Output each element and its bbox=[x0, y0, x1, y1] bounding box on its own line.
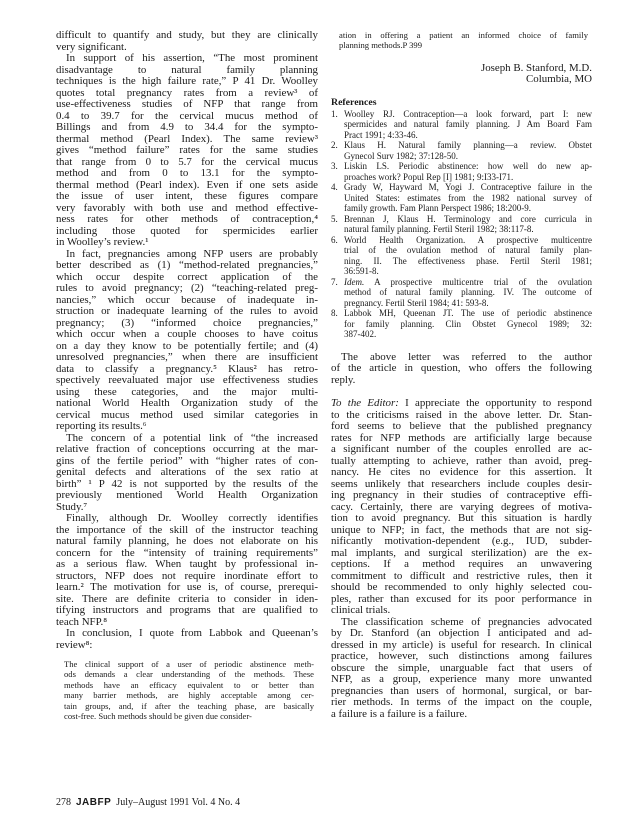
text-line: that range from 0 to 5.7 for the cervical mucus bbox=[56, 156, 318, 168]
text-line: genital defects and alterations of the sex ratio at bbox=[56, 467, 318, 478]
para-reply-1 bbox=[331, 398, 592, 617]
text-line: unique to NFP; in fact, the methods that are not sig- bbox=[331, 524, 592, 536]
text-line: previously mentioned World Health Organization bbox=[56, 490, 318, 501]
reference-line: natural family planning. Fertil Steril 1982; 38:117-8. bbox=[344, 224, 534, 235]
text-line: practice, however, such distinctions among failures bbox=[331, 651, 592, 663]
para-conclusion bbox=[56, 628, 318, 651]
reference-text bbox=[344, 277, 592, 309]
text-line: in Woolley’s review.¹ bbox=[56, 237, 149, 248]
text-line: using these categories, and the major multi- bbox=[56, 386, 318, 398]
reference-text bbox=[344, 308, 592, 340]
reference-text bbox=[344, 182, 592, 214]
reference-item bbox=[331, 140, 592, 161]
text-line: spectively reevaluated major use effectiveness studies bbox=[56, 375, 318, 386]
para-support bbox=[56, 53, 318, 249]
reference-line: method of natural family planning. IV. The outcome of bbox=[344, 287, 592, 298]
text-line: obscure the simple, unarguable fact that users of bbox=[331, 662, 592, 674]
block-quote bbox=[56, 659, 318, 721]
reference-item bbox=[331, 235, 592, 277]
text-line: a failure is a failure is a failure. bbox=[331, 708, 468, 720]
text-line: cost-free. Such methods should be given due consider- bbox=[64, 710, 252, 721]
reference-line: Idem. A prospective multicentre trial of the ovulation bbox=[344, 276, 592, 287]
text-line: nancy. He cites no evidence for this assertion. It bbox=[331, 467, 592, 479]
text-line: relative fraction of conceptions occurring at the mar- bbox=[56, 444, 318, 455]
reference-text bbox=[344, 235, 592, 277]
reference-number: 6. bbox=[331, 234, 338, 245]
text-line: planning methods.P 399 bbox=[339, 40, 422, 51]
text-line: ods demands a clear understanding of the methods. These bbox=[64, 669, 314, 680]
text-line: rates for NFP methods are artificially large because bbox=[331, 432, 592, 444]
reference-line: Liskin LS. Periodic abstinence: how well do new ap- bbox=[344, 161, 592, 172]
text-line: natural family planning, he does not elaborate on his bbox=[56, 536, 318, 547]
text-line: tion to avoid pregnancy. But this situation is hardly bbox=[331, 513, 592, 525]
text-line: ples, rather than excused for its poor performance in bbox=[331, 593, 592, 605]
text-line: To the Editor: I appreciate the opportunity to respond bbox=[331, 398, 592, 410]
text-line: tifying instructors and programs that are qualified to bbox=[56, 605, 318, 616]
text-line: Billings and from 4.9 to 34.4 for the sympto- bbox=[56, 122, 318, 133]
text-line: ness rates for other methods of contraception,⁴ bbox=[56, 214, 318, 225]
reference-line: Gynecol Surv 1982; 37:128-50. bbox=[344, 150, 458, 161]
text-line: ation in offering a patient an informed choice of family bbox=[339, 30, 588, 40]
references-heading: References bbox=[331, 96, 377, 108]
reference-line: Labbok MH, Queenan JT. The use of periodic abstinence bbox=[344, 308, 592, 319]
reference-item bbox=[331, 214, 592, 235]
text-line: tually attempting to achieve, rather than avoid, preg- bbox=[331, 455, 592, 467]
text-line: method and from 0 to 13.1 for the sympto- bbox=[56, 168, 318, 179]
text-line: which occur when a couple chooses to have coitus bbox=[56, 329, 318, 340]
reference-number: 7. bbox=[331, 276, 338, 287]
reference-item bbox=[331, 109, 592, 141]
text-line: use-effectiveness studies of NFP that range from bbox=[56, 99, 318, 110]
text-line: thermal method (Pearl index). Even if one sets aside bbox=[56, 179, 318, 191]
text-line: In conclusion, I quote from Labbok and Queenan’s bbox=[66, 628, 318, 639]
para-reply-2 bbox=[331, 617, 592, 721]
reference-number: 5. bbox=[331, 213, 338, 224]
text-line: The clinical support of a user of periodic abstinence meth- bbox=[64, 659, 314, 669]
text-line: techniques is the high failure rate,” P 41 Dr. Woolley bbox=[56, 76, 318, 87]
text-line: cervical mucus method used similar categories in bbox=[56, 409, 318, 421]
reference-number: 1. bbox=[331, 108, 338, 119]
text-line: nificantly motivation-dependent (e.g., IUD, subder- bbox=[331, 536, 592, 548]
signature-name: Joseph B. Stanford, M.D. bbox=[480, 62, 592, 74]
reference-line: family growth. Fam Plann Perspect 1986; 18:200-9. bbox=[344, 203, 531, 214]
text-line: struction or inadequate learning of the rules to avoid bbox=[56, 306, 318, 317]
page-footer bbox=[56, 797, 316, 809]
reference-line: spermicides and natural family planning. J Am Board Fam bbox=[344, 119, 592, 130]
text-line: of the article in question, who offers the following bbox=[331, 363, 592, 375]
reference-number: 2. bbox=[331, 140, 338, 151]
reference-item bbox=[331, 277, 592, 309]
para-conceptions bbox=[56, 433, 318, 514]
reference-text bbox=[344, 161, 592, 182]
text-line: pregnancies than users of hormonal, surgical, or bar- bbox=[331, 685, 592, 697]
text-line: Study.⁷ bbox=[56, 501, 88, 513]
text-line: gives “method failure” rates for the same studies bbox=[56, 145, 318, 156]
text-line: data to classify a pregnancy.⁵ Klaus² has retro- bbox=[56, 363, 318, 375]
reference-line: for family planning. Clin Obstet Gynecol 1989; 32: bbox=[344, 318, 592, 329]
reference-item bbox=[331, 308, 592, 340]
text-line: The classification scheme of pregnancies advocated bbox=[341, 616, 592, 628]
para-pregnancy-categories bbox=[56, 249, 318, 433]
text-line: quotes total pregnancy rates from a review³ of bbox=[56, 87, 318, 99]
reference-line: proaches work? Popul Rep [I] 1981; 9:I33-I71. bbox=[344, 171, 514, 182]
references-list bbox=[331, 109, 592, 340]
text-line: The concern of a potential link of “the increased bbox=[66, 432, 318, 444]
text-line: very significant. bbox=[56, 41, 127, 53]
reference-line: ning. II. The effectiveness phase. Fertil Steril 1981; bbox=[344, 255, 592, 266]
reference-item bbox=[331, 182, 592, 214]
reference-item bbox=[331, 161, 592, 182]
text-line: The above letter was referred to the author bbox=[341, 351, 592, 363]
reference-line: pregnancy. Fertil Steril 1984; 41: 593-8. bbox=[344, 297, 489, 308]
text-line: In fact, pregnancies among NFP users are probably bbox=[66, 248, 318, 260]
text-line: cacy. Certainly, there are varying degrees of motiva- bbox=[331, 501, 592, 513]
signature bbox=[331, 63, 592, 86]
reference-line: 36:591-8. bbox=[344, 266, 379, 277]
text-line: reply. bbox=[331, 374, 356, 386]
text-line: by Dr. Stanford (an objection I anticipated and ad- bbox=[331, 628, 592, 640]
para-continued bbox=[56, 30, 318, 53]
text-line: the importance of the skill of the instructor teaching bbox=[56, 524, 318, 536]
reference-number: 8. bbox=[331, 308, 338, 319]
reference-line: United States: estimates from the 1982 national survey of bbox=[344, 192, 592, 203]
block-quote-continued bbox=[331, 30, 592, 51]
text-line: In support of his assertion, “The most prominent bbox=[66, 53, 318, 64]
text-line: national World Health Organization study of the bbox=[56, 398, 318, 409]
reference-line: Brennan J, Klaus H. Terminology and core curricula in bbox=[344, 213, 592, 224]
reference-text bbox=[344, 109, 592, 141]
text-line: many barrier methods, are highly acceptable among cer- bbox=[64, 690, 314, 701]
text-line: 0.4 to 39.7 for the cervical mucus method of bbox=[56, 110, 318, 122]
text-line: to the criticisms raised in the above letter. Dr. Stan- bbox=[331, 409, 592, 421]
text-line: very favorably with both use and method effective- bbox=[56, 202, 318, 214]
reference-line: Woolley RJ. Contraception—a look forward, part I: new bbox=[344, 108, 592, 119]
right-column bbox=[331, 0, 592, 720]
text-line: should be recommended to only highly selected cou- bbox=[331, 582, 592, 594]
text-line: a significant number of the couples enrolled are ac- bbox=[331, 444, 592, 456]
reference-line: Klaus H. Natural family planning—a review. Obstet bbox=[344, 140, 592, 151]
text-line: mal implants, and surgical sterilization) are the ex- bbox=[331, 547, 592, 559]
text-line: birth” ¹ P 42 is not supported by the results of the bbox=[56, 478, 318, 490]
text-line: site. There are definite criteria to consider in iden- bbox=[56, 593, 318, 605]
text-line: dressed in my article) is useful for research. In clinical bbox=[331, 639, 592, 651]
text-line: learn.² The motivation for use is, of course, prerequi- bbox=[56, 582, 318, 593]
reference-text bbox=[344, 140, 592, 161]
text-line: clinical trials. bbox=[331, 605, 391, 617]
text-line: thermal method (Pearl Index). The same review³ bbox=[56, 133, 318, 145]
left-column bbox=[56, 0, 318, 721]
journal-name: JABFP bbox=[76, 797, 112, 808]
text-line: reporting its results.⁶ bbox=[56, 421, 147, 432]
text-line: difficult to quantify and study, but they are clinically bbox=[56, 30, 318, 41]
reference-line: trial of the ovulation method of natural family plan- bbox=[344, 245, 592, 256]
text-line: methods have an efficacy equivalent to or better than bbox=[64, 679, 314, 690]
text-line: commitment to difficult and restrictive rules, then it bbox=[331, 570, 592, 582]
text-line: gins of the fertile period” with “higher rates of con- bbox=[56, 455, 318, 467]
para-instructor bbox=[56, 513, 318, 628]
reference-number: 4. bbox=[331, 182, 338, 193]
text-line: rules to avoid pregnancy; (2) “teaching-related preg- bbox=[56, 283, 318, 294]
text-line: seems unlikely that researchers include couples desir- bbox=[331, 478, 592, 490]
text-line: Finally, although Dr. Woolley correctly identifies bbox=[66, 513, 318, 524]
text-line: teach NFP.⁸ bbox=[56, 616, 107, 628]
text-line: disadvantage to natural family planning bbox=[56, 64, 318, 76]
text-line: tain groups, and, if after the teaching phase, are basically bbox=[64, 700, 314, 711]
signature-place: Columbia, MO bbox=[526, 74, 592, 86]
text-line: structors, NFP does not require inordinate effort to bbox=[56, 570, 318, 582]
text-line: review⁸: bbox=[56, 639, 93, 651]
text-line: which occur despite correct application of the bbox=[56, 271, 318, 283]
text-line: nancies,” which occur because of inadequate in- bbox=[56, 294, 318, 306]
text-line: including those quoted for spermicides earlier bbox=[56, 225, 318, 237]
text-line: on a day they know to be potentially fertile; and (4) bbox=[56, 340, 318, 352]
reference-line: Grady W, Hayward M, Yogi J. Contraceptive failure in the bbox=[344, 182, 592, 193]
text-line: NFP, as a group, experience many more unwanted bbox=[331, 674, 592, 686]
text-line: ford seems to believe that the published pregnancy bbox=[331, 421, 592, 433]
reference-number: 3. bbox=[331, 161, 338, 172]
text-line: pregnancy; (3) “informed choice pregnancies,” bbox=[56, 317, 318, 329]
page-number: 278 bbox=[56, 797, 71, 808]
text-line: the issue of user intent, these figures compare bbox=[56, 191, 318, 202]
issue-info: July–August 1991 Vol. 4 No. 4 bbox=[116, 797, 241, 808]
reference-text bbox=[344, 214, 592, 235]
reference-line: World Health Organization. A prospective multicentre bbox=[344, 234, 592, 245]
para-referral bbox=[331, 352, 592, 387]
text-line: as a serious flaw. When taught by professional in- bbox=[56, 559, 318, 570]
text-line: better described as (1) “method-related pregnancies,” bbox=[56, 260, 318, 271]
text-line: unresolved pregnancies,” when there are insufficient bbox=[56, 352, 318, 363]
text-line: concern for the “intensity of training requirements” bbox=[56, 547, 318, 559]
reference-line: 387-402. bbox=[344, 329, 377, 340]
text-line: ing pregnancy in their studies of contraceptive effi- bbox=[331, 490, 592, 502]
text-line: ceptions. If a method requires an unwavering bbox=[331, 559, 592, 571]
reference-line: Pract 1991; 4:33-46. bbox=[344, 129, 418, 140]
text-line: rier methods. In terms of the impact on the couple, bbox=[331, 697, 592, 709]
